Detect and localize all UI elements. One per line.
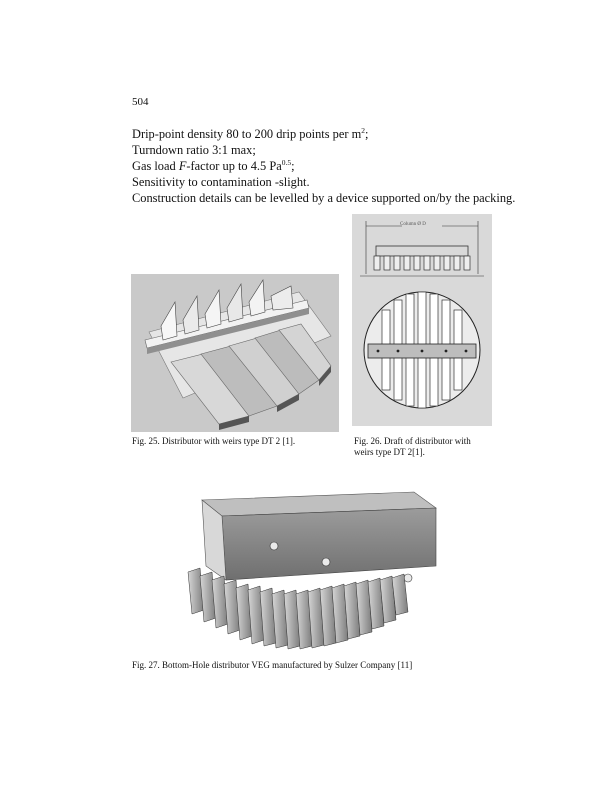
spec-text: Sensitivity to contamination -slight.	[132, 175, 310, 189]
spec-construction	[132, 191, 516, 206]
column-dimension-label: Column Ø D	[400, 222, 426, 227]
spec-sensitivity	[132, 175, 512, 190]
spec-superscript: 0.5	[281, 158, 292, 167]
spec-text-end: ;	[364, 127, 369, 141]
spec-turndown-ratio	[132, 143, 512, 158]
spec-text-mid: -factor up to 4.5 Pa	[186, 159, 282, 173]
spec-italic: F	[178, 159, 187, 173]
spec-drip-point-density	[132, 127, 512, 142]
figure-27-caption: Fig. 27. Bottom-Hole distributor VEG manufactured by Sulzer Company [11]	[132, 660, 413, 670]
spec-text-end: ;	[291, 159, 295, 173]
figure-25-caption: Fig. 25. Distributor with weirs type DT 2 [1].	[132, 436, 296, 446]
figure-26-distributor-draft	[352, 214, 492, 426]
spec-gas-load	[132, 159, 512, 174]
figure-25-distributor-isometric	[131, 274, 339, 432]
spec-text: Gas load	[132, 159, 179, 173]
figure-26-caption-line1: Fig. 26. Draft of distributor with	[354, 436, 471, 446]
spec-text: Construction details can be levelled by a device supported on/by the packing.	[132, 191, 516, 205]
page-number: 504	[132, 96, 149, 108]
spec-superscript: 2	[361, 126, 365, 135]
spec-text: Drip-point density 80 to 200 drip points per m	[132, 127, 362, 141]
spec-text: Turndown ratio 3:1 max;	[132, 143, 256, 157]
figure-27-bottom-hole-distributor	[186, 488, 444, 654]
figure-26-caption-line2: weirs type DT 2[1].	[354, 447, 425, 457]
